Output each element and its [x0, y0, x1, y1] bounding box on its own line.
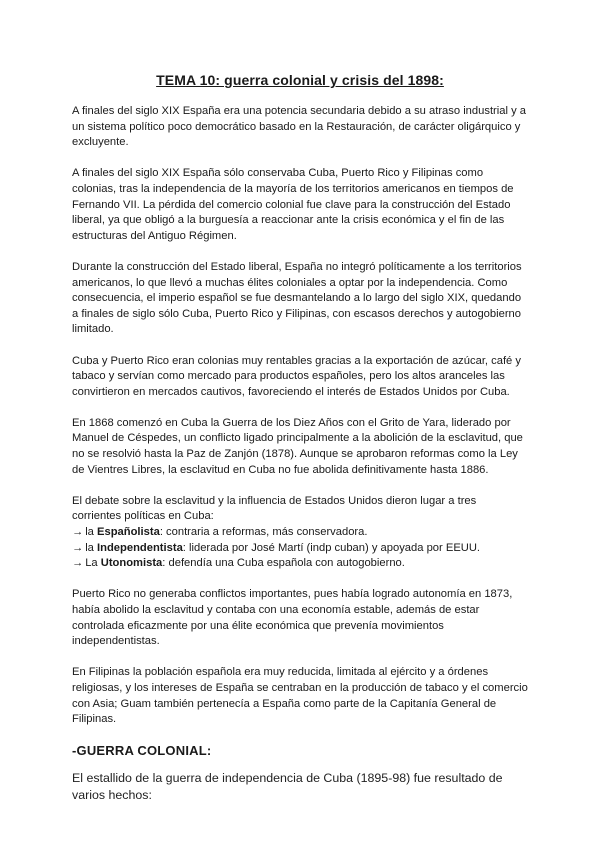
paragraph-4: Cuba y Puerto Rico eran colonias muy rentables gracias a la exportación de azúcar, café y tabaco y servían como mercado para productos españoles, pero los altos aranceles las convirtieron en mercados cautivos, favoreciendo el interés de Estados Unidos por Cuba.	[72, 354, 521, 398]
political-currents-list	[72, 525, 528, 572]
arrow-right-icon: →	[72, 541, 84, 554]
paragraph-3: Durante la construcción del Estado liberal, España no integró políticamente a los territorios americanos, lo que llevó a muchas élites coloniales a optar por la independencia. Como consecuencia, el imperio español se fue desmantelando a lo largo del siglo XIX, quedando a finales de siglo sólo Cuba, Puerto Rico y Filipinas, con escasos derechos y autogobierno limitado.	[72, 260, 522, 336]
document-title: TEMA 10: guerra colonial y crisis del 1898:	[156, 72, 444, 88]
list-item-prefix: La	[85, 557, 101, 570]
arrow-right-icon: →	[72, 557, 84, 570]
list-item-text: : liderada por José Martí (indp cuban) y apoyada por EEUU.	[182, 541, 481, 554]
paragraph-5: En 1868 comenzó en Cuba la Guerra de los Diez Años con el Grito de Yara, liderado por Manuel de Céspedes, un conflicto ligado principalmente a la abolición de la esclavitud, que no se resolvió hasta la Paz de Zanjón (1878). Aunque se aprobaron reformas como la Ley de Vientres Libres, la esclavitud en Cuba no fue abolida definitivamente hasta 1886.	[72, 416, 523, 476]
paragraph-8: En Filipinas la población española era muy reducida, limitada al ejército y a órdenes religiosas, y los intereses de España se centraban en la producción de tabaco y el comercio con Asia; Guam también pertenecía a España como parte de la Capitanía General de Filipinas.	[72, 666, 528, 726]
list-item-utonomista	[72, 556, 528, 572]
section-title: -GUERRA COLONIAL:	[72, 743, 212, 759]
list-item-text: : defendía una Cuba española con autogobierno.	[162, 557, 405, 570]
paragraph-2: A finales del siglo XIX España sólo conservaba Cuba, Puerto Rico y Filipinas como colonias, tras la independencia de la mayoría de los territorios americanos en tiempos de Fernando VII. La pérdida del comercio colonial fue clave para la construcción del Estado liberal, ya que obligó a la burguesía a reaccionar ante la crisis económica y el fin de las estructuras del Antiguo Régimen.	[72, 167, 514, 242]
list-item-prefix: la	[85, 526, 98, 539]
paragraph-1: A finales del siglo XIX España era una potencia secundaria debido a su atraso industrial y a un sistema político poco democrático basado en la Restauración, de carácter oligárquico y excluyente.	[72, 105, 527, 149]
section-paragraph: El estallido de la guerra de independencia de Cuba (1895-98) fue resultado de varios hechos:	[72, 771, 503, 803]
paragraph-6: El debate sobre la esclavitud y la influencia de Estados Unidos dieron lugar a tres corrientes políticas en Cuba:	[72, 494, 477, 523]
list-item-text: : contraria a reformas, más conservadora.	[159, 526, 368, 539]
list-item-bold: Independentista	[97, 541, 183, 554]
paragraph-7: Puerto Rico no generaba conflictos importantes, pues había logrado autonomía en 1873, había abolido la esclavitud y contaba con una economía estable, además de estar controlada eficazmente por una élite económica que prevenía movimientos independentistas.	[72, 588, 513, 648]
list-item-independentista	[72, 541, 528, 557]
list-item-prefix: la	[85, 541, 98, 554]
list-item-bold: Utonomista	[100, 557, 163, 570]
list-item-bold: Españolista	[97, 526, 160, 539]
list-item-espanolista	[72, 525, 528, 541]
arrow-right-icon: →	[72, 526, 84, 539]
